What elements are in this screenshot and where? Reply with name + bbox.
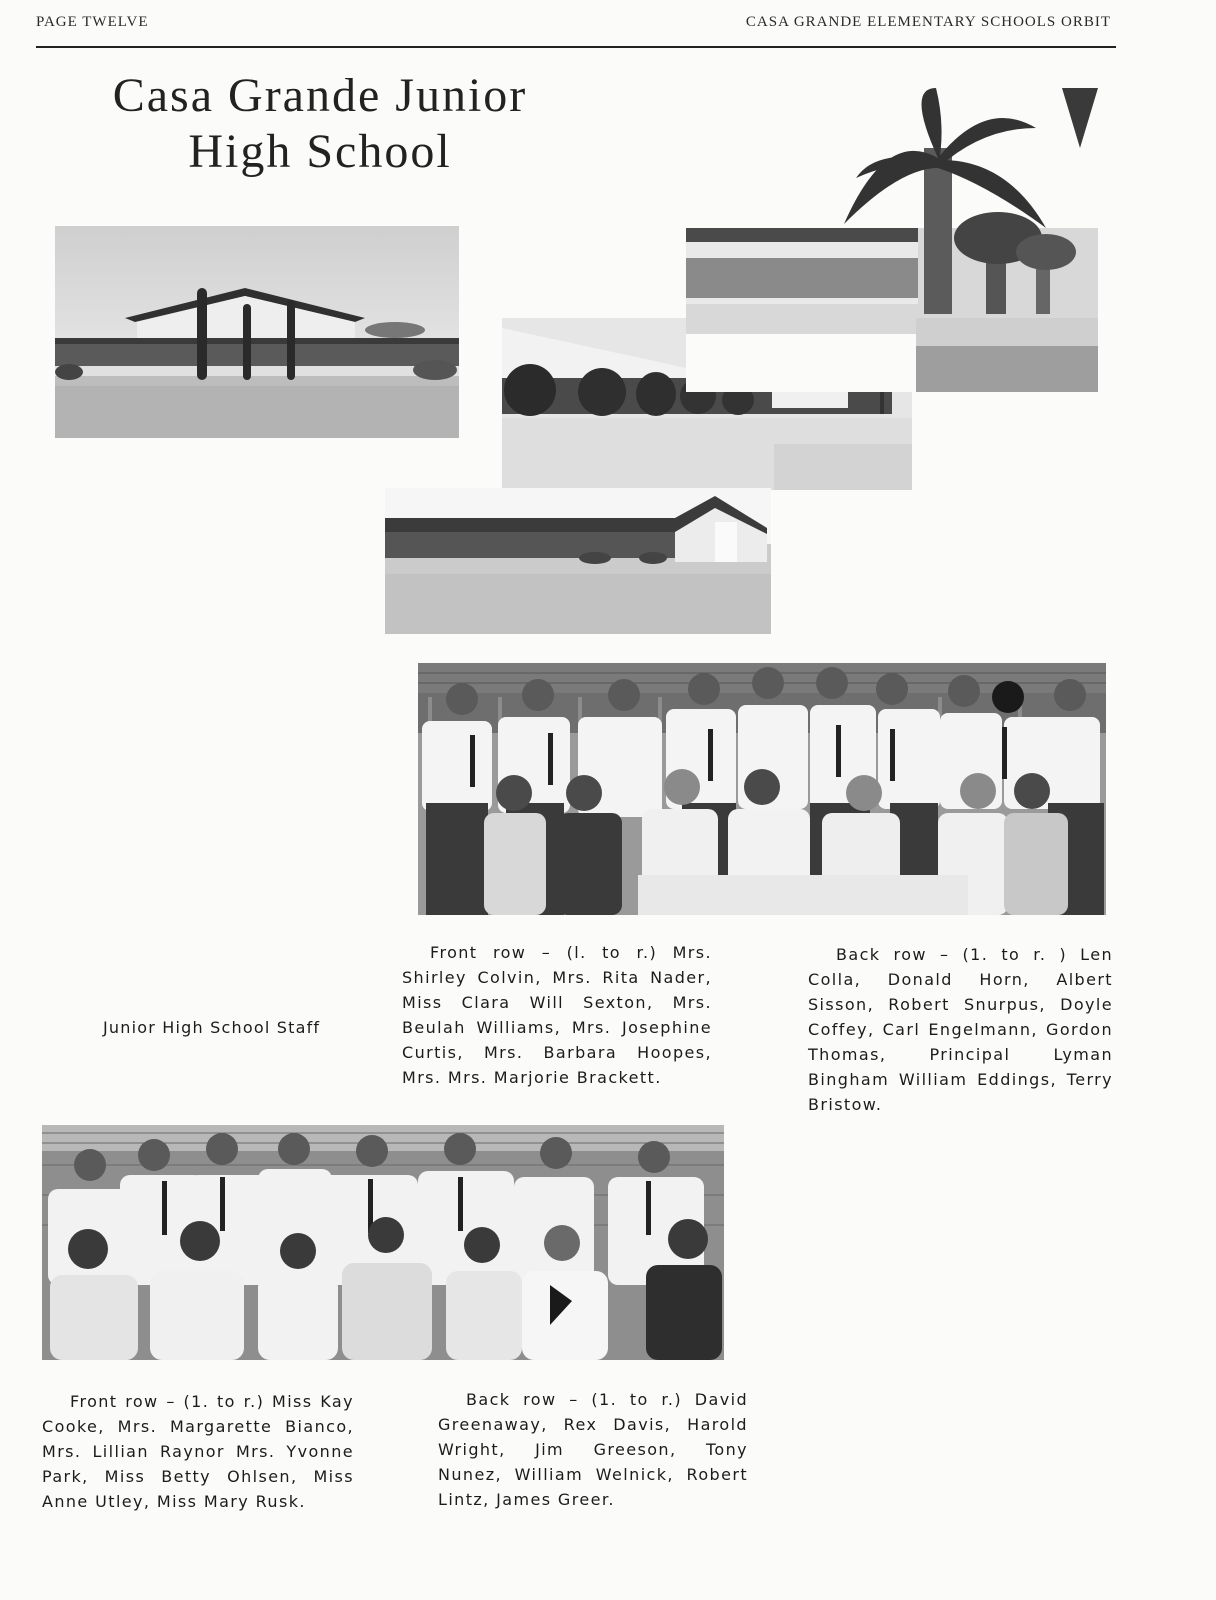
- staff-2-back-row-text: Back row – (1. to r.) David Greenaway, Rex Davis, Harold Wright, Jim Greeson, Tony Nunez, William Welnick, Robert Lintz, James Greer.: [438, 1390, 748, 1509]
- page-title-line-1: Casa Grande Junior: [112, 69, 528, 122]
- page-title-line-2: High School: [188, 125, 452, 178]
- staff-2-front-row-caption: [42, 1389, 354, 1514]
- header-rule: [36, 46, 1116, 48]
- staff-1-front-row-caption: [402, 940, 712, 1090]
- photo-school-wing: [385, 488, 771, 634]
- staff-2-back-row-caption: [438, 1387, 748, 1512]
- page-title: [50, 68, 590, 180]
- staff-2-front-row-text: Front row – (1. to r.) Miss Kay Cooke, Mrs. Margarette Bianco, Mrs. Lillian Raynor Mrs. Yvonne Park, Miss Betty Ohlsen, Miss Anne Utley, Miss Mary Rusk.: [42, 1392, 354, 1511]
- page-number: PAGE TWELVE: [36, 14, 149, 30]
- staff-1-back-row-caption: [808, 942, 1113, 1117]
- publication-title: CASA GRANDE ELEMENTARY SCHOOLS ORBIT: [745, 14, 1111, 30]
- staff-1-front-row-text: Front row – (l. to r.) Mrs. Shirley Colvin, Mrs. Rita Nader, Miss Clara Will Sexton, Mrs. Beulah Williams, Mrs. Josephine Curtis, Mrs. Barbara Hoopes, Mrs. Mrs. Marjorie Brackett.: [402, 943, 712, 1087]
- staff-label: Junior High School Staff: [103, 1018, 321, 1037]
- photo-staff-group-2: [42, 1125, 724, 1360]
- photo-school-palms: [686, 88, 1098, 392]
- photo-school-entrance: [55, 226, 459, 438]
- photo-staff-group-1: [418, 663, 1106, 915]
- staff-1-back-row-text: Back row – (1. to r. ) Len Colla, Donald Horn, Albert Sisson, Robert Snurpus, Doyle Coffey, Carl Engelmann, Gordon Thomas, Principal Lyman Bingham William Eddings, Terry Bristow.: [808, 945, 1113, 1114]
